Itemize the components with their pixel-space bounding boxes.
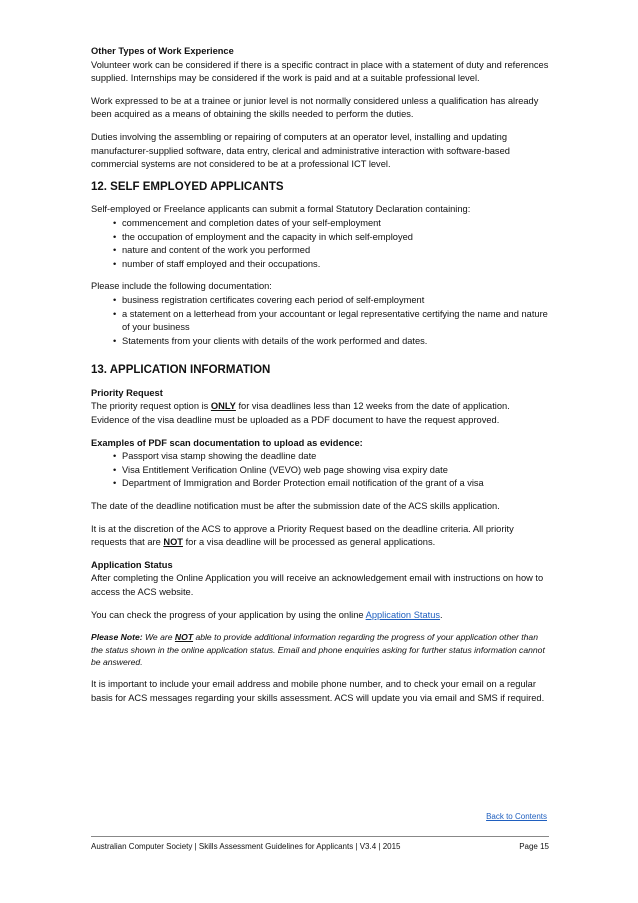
bullet-icon: • [113,217,117,228]
list-item: • Visa Entitlement Verification Online (VEVO) web page showing visa expiry date [91,464,549,478]
paragraph: You can check the progress of your application by using the online Application Status. [91,609,443,620]
bullet-list [91,450,549,491]
bullet-list [91,294,549,348]
bullet-icon: • [113,245,117,256]
list-item: • number of staff employed and their occupations. [91,258,549,272]
list-item: • business registration certificates covering each period of self-employment [91,294,549,308]
paragraph: The date of the deadline notification must be after the submission date of the ACS skills application. [91,501,500,512]
page-footer [91,842,549,851]
emphasis-not: NOT [174,632,194,643]
footer-text: Australian Computer Society | Skills Assessment Guidelines for Applicants | V3.4 | 2015 [91,842,401,851]
list-item: • nature and content of the work you performed [91,244,549,258]
application-status-link[interactable]: Application Status [365,609,441,620]
paragraph [91,45,549,86]
bullet-icon: • [113,451,117,462]
paragraph: Duties involving the assembling or repairing of computers at an operator level, installing and updating manufacturer-supplied software, data entry, clerical and administrative interaction with software-based commercial systems are not considered to be at a professional ICT level. [91,131,510,170]
paragraph: Priority Request The priority request option is ONLY for visa deadlines less than 12 weeks from the date of application. Evidence of the visa deadline must be uploaded as a PDF document to have the request approved. [91,387,549,428]
bullet-icon: • [113,258,117,269]
page-number: Page 15 [519,842,549,851]
section-heading-12: 12. SELF EMPLOYED APPLICANTS [91,180,284,193]
subheading-other-work: Other Types of Work Experience [91,46,234,56]
section-heading-13: 13. APPLICATION INFORMATION [91,364,271,377]
subheading-examples: Examples of PDF scan documentation to upload as evidence: [91,437,363,448]
paragraph: Application Status After completing the Online Application you will receive an acknowledgement email with instructions on how to access the ACS website. [91,559,549,600]
list-item: • Department of Immigration and Border Protection email notification of the grant of a visa [91,477,549,491]
paragraph: Please include the following documentation: [91,281,272,292]
paragraph: Self-employed or Freelance applicants can submit a formal Statutory Declaration containing: [91,204,471,215]
subheading-status: Application Status [91,559,173,570]
bullet-icon: • [113,231,117,242]
emphasis-not: NOT [163,537,183,548]
bullet-icon: • [113,294,117,305]
bullet-icon: • [113,308,117,319]
bullet-icon: • [113,464,117,475]
bullet-list [91,217,549,271]
list-item: • Passport visa stamp showing the deadline date [91,450,549,464]
list-item: • a statement on a letterhead from your accountant or legal representative certifying the name and nature of your business [113,308,548,333]
note-paragraph: Please Note: We are NOT able to provide additional information regarding the progress of your application other than the status shown in the online application status. Email and phone enquiries asking for further status information cannot be answered. [91,632,545,668]
paragraph-text: Volunteer work can be considered if there is a specific contract in place with a statement of duty and references supplied. Internships may be considered if the work is paid and at a suitable professional level. [91,59,549,84]
list-item: • Statements from your clients with details of the work performed and dates. [91,335,549,349]
bullet-icon: • [113,335,117,346]
footer-divider [91,836,549,837]
list-item: • the occupation of employment and the capacity in which self-employed [91,231,549,245]
document-body [91,45,549,714]
back-to-contents-link[interactable]: Back to Contents [486,812,547,821]
paragraph: Work expressed to be at a trainee or junior level is not normally considered unless a qualification has already been acquired as a means of obtaining the skills needed to perform the duties. [91,95,539,120]
paragraph: It is important to include your email address and mobile phone number, and to check your email on a regular basis for ACS messages regarding your skills assessment. ACS will update you via email and SMS if required. [91,678,545,703]
list-item: • commencement and completion dates of your self-employment [91,217,549,231]
paragraph: It is at the discretion of the ACS to approve a Priority Request based on the deadline criteria. All priority requests that are NOT for a visa deadline will be processed as general applications. [91,523,514,548]
emphasis-only: ONLY [210,401,236,412]
subheading-priority: Priority Request [91,387,163,398]
bullet-icon: • [113,478,117,489]
